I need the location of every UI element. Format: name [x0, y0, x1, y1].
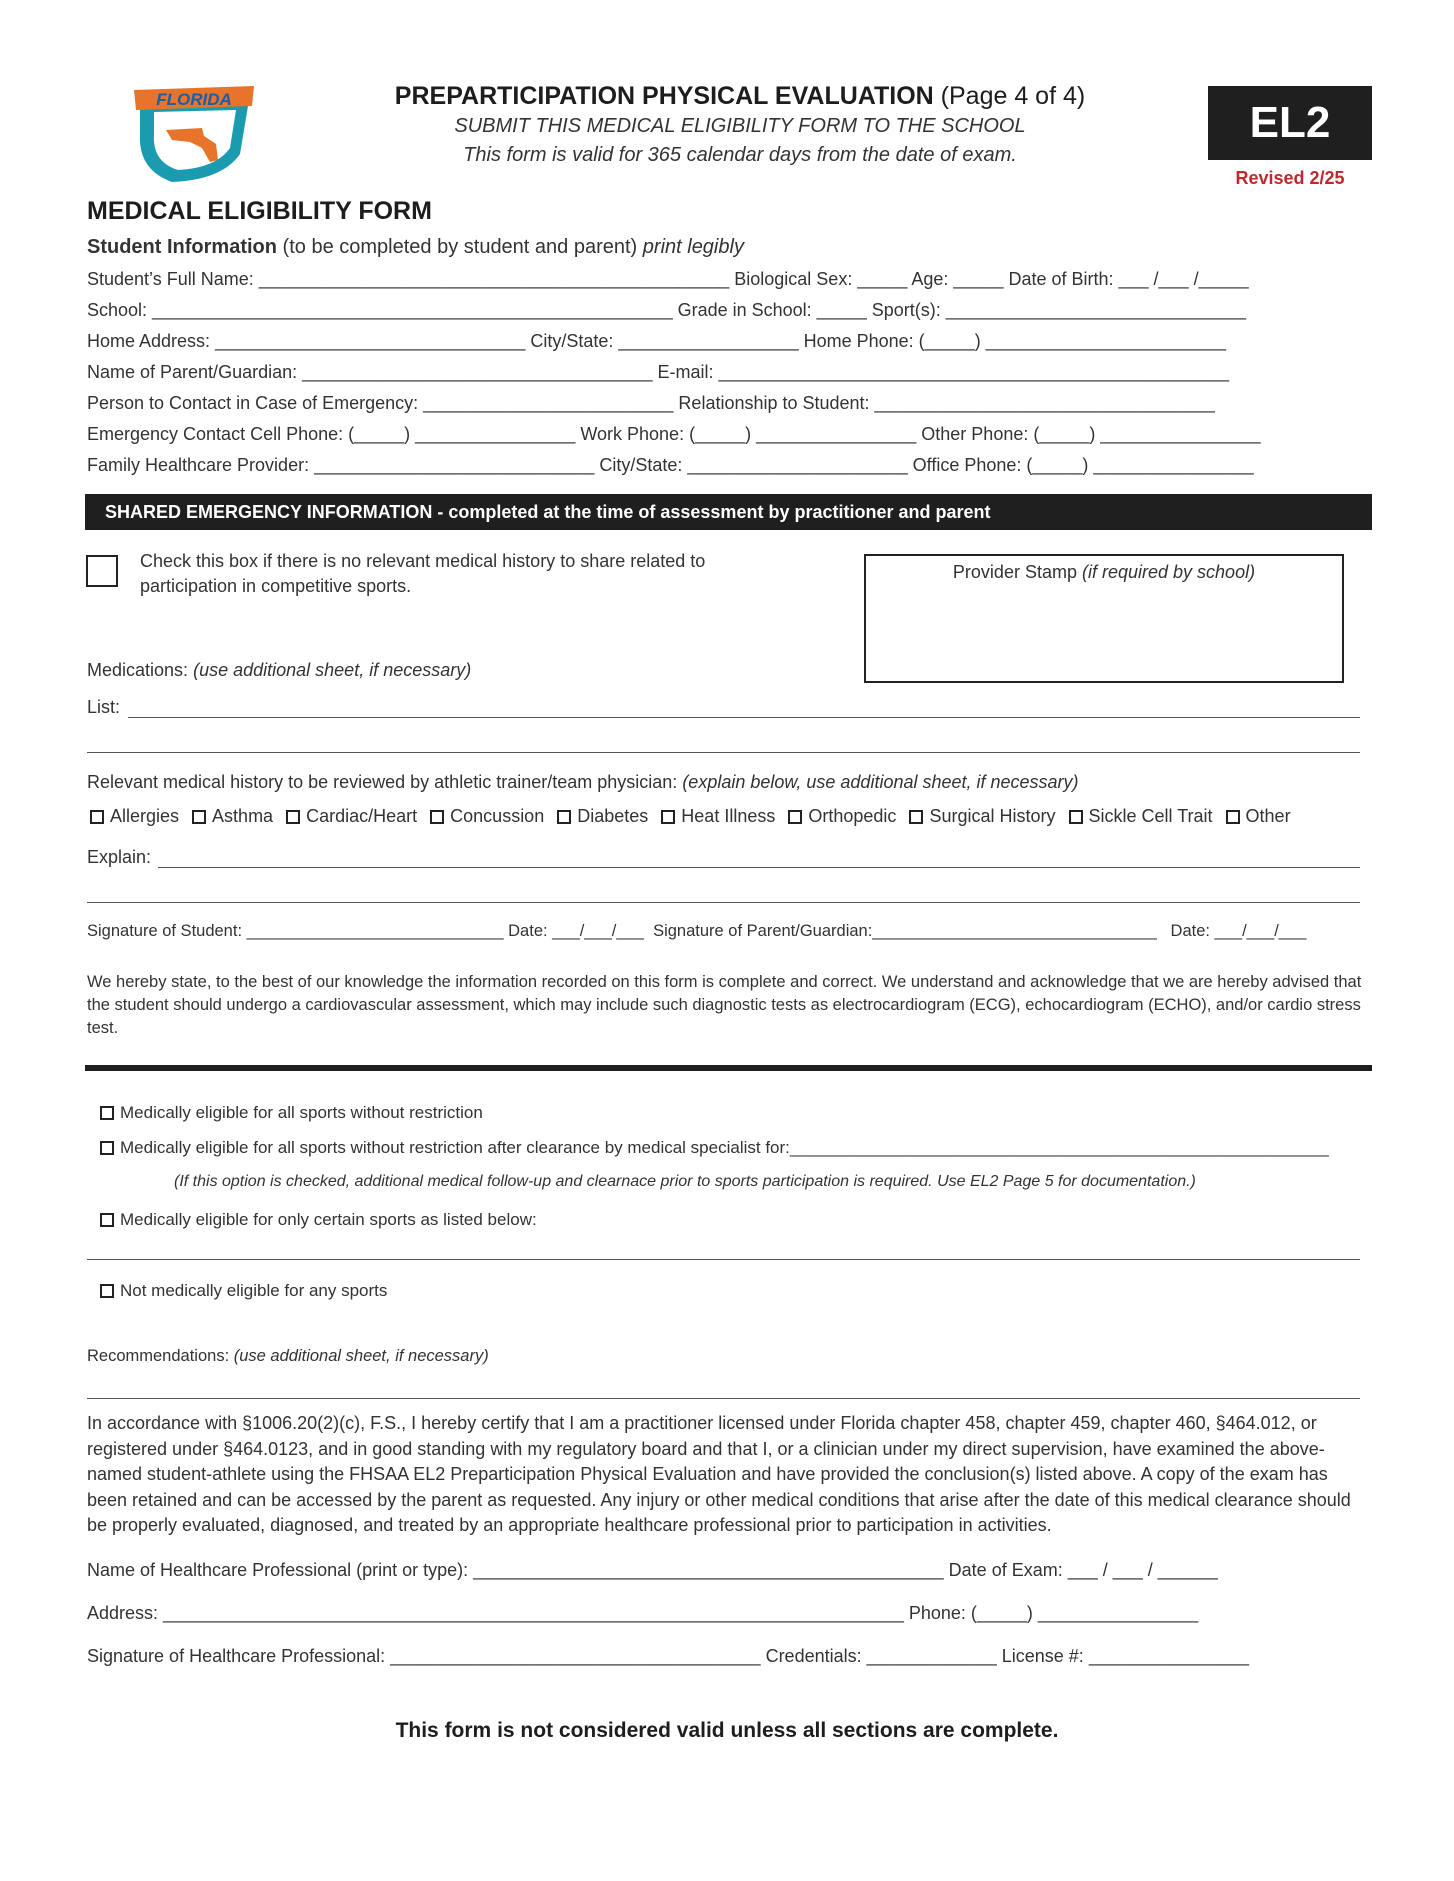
option-2-note: (If this option is checked, additional medical follow-up and clearnace prior to sports participation is required. Use EL2 Page 5 for documentation.): [174, 1173, 1196, 1190]
option-2-checkbox[interactable]: [100, 1141, 114, 1155]
form-code-badge: EL2: [1208, 86, 1372, 160]
history-label: Relevant medical history to be reviewed by athletic trainer/team physician:: [87, 772, 678, 792]
surgical-history-label: Surgical History: [929, 806, 1056, 826]
stamp-label: Provider Stamp: [952, 562, 1077, 582]
surgical-history-checkbox[interactable]: [909, 810, 923, 824]
heat-illness-label: Heat Illness: [681, 806, 776, 826]
page-indicator: (Page 4 of 4): [940, 82, 1086, 110]
list-line-2[interactable]: [87, 752, 1360, 753]
other-label: Other: [1245, 806, 1291, 826]
shared-emergency-bar: SHARED EMERGENCY INFORMATION - completed at the time of assessment by practitioner and parent: [85, 494, 1372, 530]
concussion-label: Concussion: [450, 806, 545, 826]
condition-sickle-cell[interactable]: [1069, 806, 1213, 826]
medications-note: (use additional sheet, if necessary): [193, 660, 472, 680]
fhsaa-logo: [132, 84, 258, 184]
validity-note: This form is valid for 365 calendar days from the date of exam.: [463, 144, 1017, 166]
home-address-row[interactable]: Home Address: _______________________________ City/State: __________________ Home Phone: (_____) ________________________: [87, 331, 1226, 351]
recommendations-note: (use additional sheet, if necessary): [233, 1347, 489, 1365]
medical-eligibility-title: MEDICAL ELIGIBILITY FORM: [87, 197, 432, 225]
recommendations-line[interactable]: [87, 1398, 1360, 1399]
student-info-note: (to be completed by student and parent): [282, 236, 638, 258]
option-1-label: Medically eligible for all sports without restriction: [120, 1103, 483, 1122]
option-4-checkbox[interactable]: [100, 1284, 114, 1298]
recommendations-heading: [87, 1347, 489, 1366]
no-history-label-1: Check this box if there is no relevant medical history to share related to: [140, 551, 706, 571]
condition-allergies[interactable]: [90, 806, 179, 826]
condition-heat-illness[interactable]: [661, 806, 775, 826]
condition-other[interactable]: [1226, 806, 1291, 826]
validity-footer: This form is not considered valid unless all sections are complete.: [395, 1719, 1059, 1742]
certification-statement: In accordance with §1006.20(2)(c), F.S., I hereby certify that I am a practitioner licensed under Florida chapter 458, chapter 459, chapter 460, §464.012, or registered under §464.0123, and in good standing with my regulatory board and that I, or a clinician under my direct supervision, have examined the above-named student-athlete using the FHSAA EL2 Preparticipation Physical Evaluation and have provided the conclusion(s) listed above. A copy of the exam has been retained and can be accessed by the parent as requested. Any injury or other medical conditions that arise after the date of this medical clearance should be properly evaluated, diagnosed, and treated by an appropriate healthcare professional prior to participation in activities.: [87, 1413, 1351, 1535]
option-3-checkbox[interactable]: [100, 1213, 114, 1227]
condition-orthopedic[interactable]: [788, 806, 896, 826]
family-provider-row[interactable]: Family Healthcare Provider: ____________________________ City/State: ______________________ Office Phone: (_____) ________________: [87, 455, 1254, 475]
stamp-note: (if required by school): [1082, 562, 1256, 582]
asthma-checkbox[interactable]: [192, 810, 206, 824]
heat-illness-checkbox[interactable]: [661, 810, 675, 824]
asthma-label: Asthma: [212, 806, 274, 826]
diabetes-label: Diabetes: [577, 806, 649, 826]
condition-cardiac[interactable]: [286, 806, 417, 826]
form-title-header: [380, 82, 1100, 111]
signature-row[interactable]: Signature of Student: ____________________________ Date: ___/___/___ Signature of Parent/Guardian:_______________________________ Date: ___/___/___: [87, 922, 1307, 940]
option-1-checkbox[interactable]: [100, 1106, 114, 1120]
print-legibly-note: print legibly: [642, 236, 744, 258]
section-divider: [85, 1065, 1372, 1071]
sickle-cell-label: Sickle Cell Trait: [1088, 806, 1213, 826]
recommendations-label: Recommendations:: [87, 1347, 230, 1365]
list-line-1[interactable]: [128, 717, 1360, 718]
cardiac-label: Cardiac/Heart: [306, 806, 418, 826]
student-name-row[interactable]: Student’s Full Name: _______________________________________________ Biological Sex: _____ Age: _____ Date of Birth: ___ /___ /_____: [87, 269, 1249, 289]
explain-line-1[interactable]: [158, 867, 1360, 868]
list-label: List:: [87, 697, 121, 717]
medications-label: Medications:: [87, 660, 189, 680]
option-3-label: Medically eligible for only certain sports as listed below:: [120, 1210, 537, 1229]
student-info-label: Student Information: [87, 236, 277, 258]
no-history-checkbox[interactable]: [86, 555, 118, 587]
parent-row[interactable]: Name of Parent/Guardian: ___________________________________ E-mail: ___________________________________________________: [87, 362, 1230, 382]
medications-heading: [87, 660, 471, 681]
eligibility-option-2[interactable]: [100, 1138, 1329, 1158]
concussion-checkbox[interactable]: [430, 810, 444, 824]
allergies-checkbox[interactable]: [90, 810, 104, 824]
history-heading: [87, 772, 1079, 793]
student-info-heading: [87, 236, 1371, 259]
hcp-signature-row[interactable]: Signature of Healthcare Professional: _____________________________________ Credentials: _____________ License #: ________________: [87, 1646, 1249, 1666]
orthopedic-checkbox[interactable]: [788, 810, 802, 824]
school-row[interactable]: School: ____________________________________________________ Grade in School: _____ Sport(s): ______________________________: [87, 300, 1247, 320]
acknowledgement-statement: We hereby state, to the best of our knowledge the information recorded on this form is complete and correct. We understand and acknowledge that we are hereby advised that the student should undergo a cardiovascular assessment, which may include such diagnostic tests as electrocardiogram (ECG), echocardiogram (ECHO), and/or cardio stress test.: [87, 973, 1362, 1037]
condition-diabetes[interactable]: [557, 806, 648, 826]
option-4-label: Not medically eligible for any sports: [120, 1281, 388, 1300]
eligibility-option-1[interactable]: [100, 1103, 483, 1123]
eligibility-option-3[interactable]: [100, 1210, 537, 1230]
orthopedic-label: Orthopedic: [808, 806, 897, 826]
title-text: PREPARTICIPATION PHYSICAL EVALUATION: [394, 82, 934, 110]
hcp-name-row[interactable]: Name of Healthcare Professional (print or type): _______________________________________________ Date of Exam: ___ / ___ / ______: [87, 1560, 1218, 1580]
certain-sports-line[interactable]: [87, 1259, 1360, 1260]
hcp-address-row[interactable]: Address: __________________________________________________________________________ Phone: (_____) ________________: [87, 1603, 1199, 1623]
sickle-cell-checkbox[interactable]: [1069, 810, 1083, 824]
eligibility-option-4[interactable]: [100, 1281, 387, 1301]
revised-date: Revised 2/25: [1235, 168, 1345, 188]
condition-asthma[interactable]: [192, 806, 273, 826]
diabetes-checkbox[interactable]: [557, 810, 571, 824]
condition-surgical-history[interactable]: [909, 806, 1055, 826]
no-history-label-2: participation in competitive sports.: [140, 576, 412, 596]
subtitle: SUBMIT THIS MEDICAL ELIGIBILITY FORM TO THE SCHOOL: [454, 115, 1026, 137]
emergency-phone-row[interactable]: Emergency Contact Cell Phone: (_____) ________________ Work Phone: (_____) ________________ Other Phone: (_____) ________________: [87, 424, 1261, 444]
option-2-label: Medically eligible for all sports without restriction after clearance by medical specialist for:_________________________________________________________: [120, 1138, 1329, 1157]
other-checkbox[interactable]: [1226, 810, 1240, 824]
explain-line-2[interactable]: [87, 902, 1360, 903]
cardiac-checkbox[interactable]: [286, 810, 300, 824]
logo-text: FLORIDA: [156, 90, 232, 109]
allergies-label: Allergies: [110, 806, 180, 826]
emergency-contact-row[interactable]: Person to Contact in Case of Emergency: _________________________ Relationship to Student: __________________________________: [87, 393, 1215, 413]
provider-stamp-box[interactable]: [864, 554, 1344, 683]
conditions-checklist: [90, 806, 1299, 827]
explain-label: Explain:: [87, 847, 152, 867]
history-note: (explain below, use additional sheet, if necessary): [682, 772, 1079, 792]
condition-concussion[interactable]: [430, 806, 544, 826]
